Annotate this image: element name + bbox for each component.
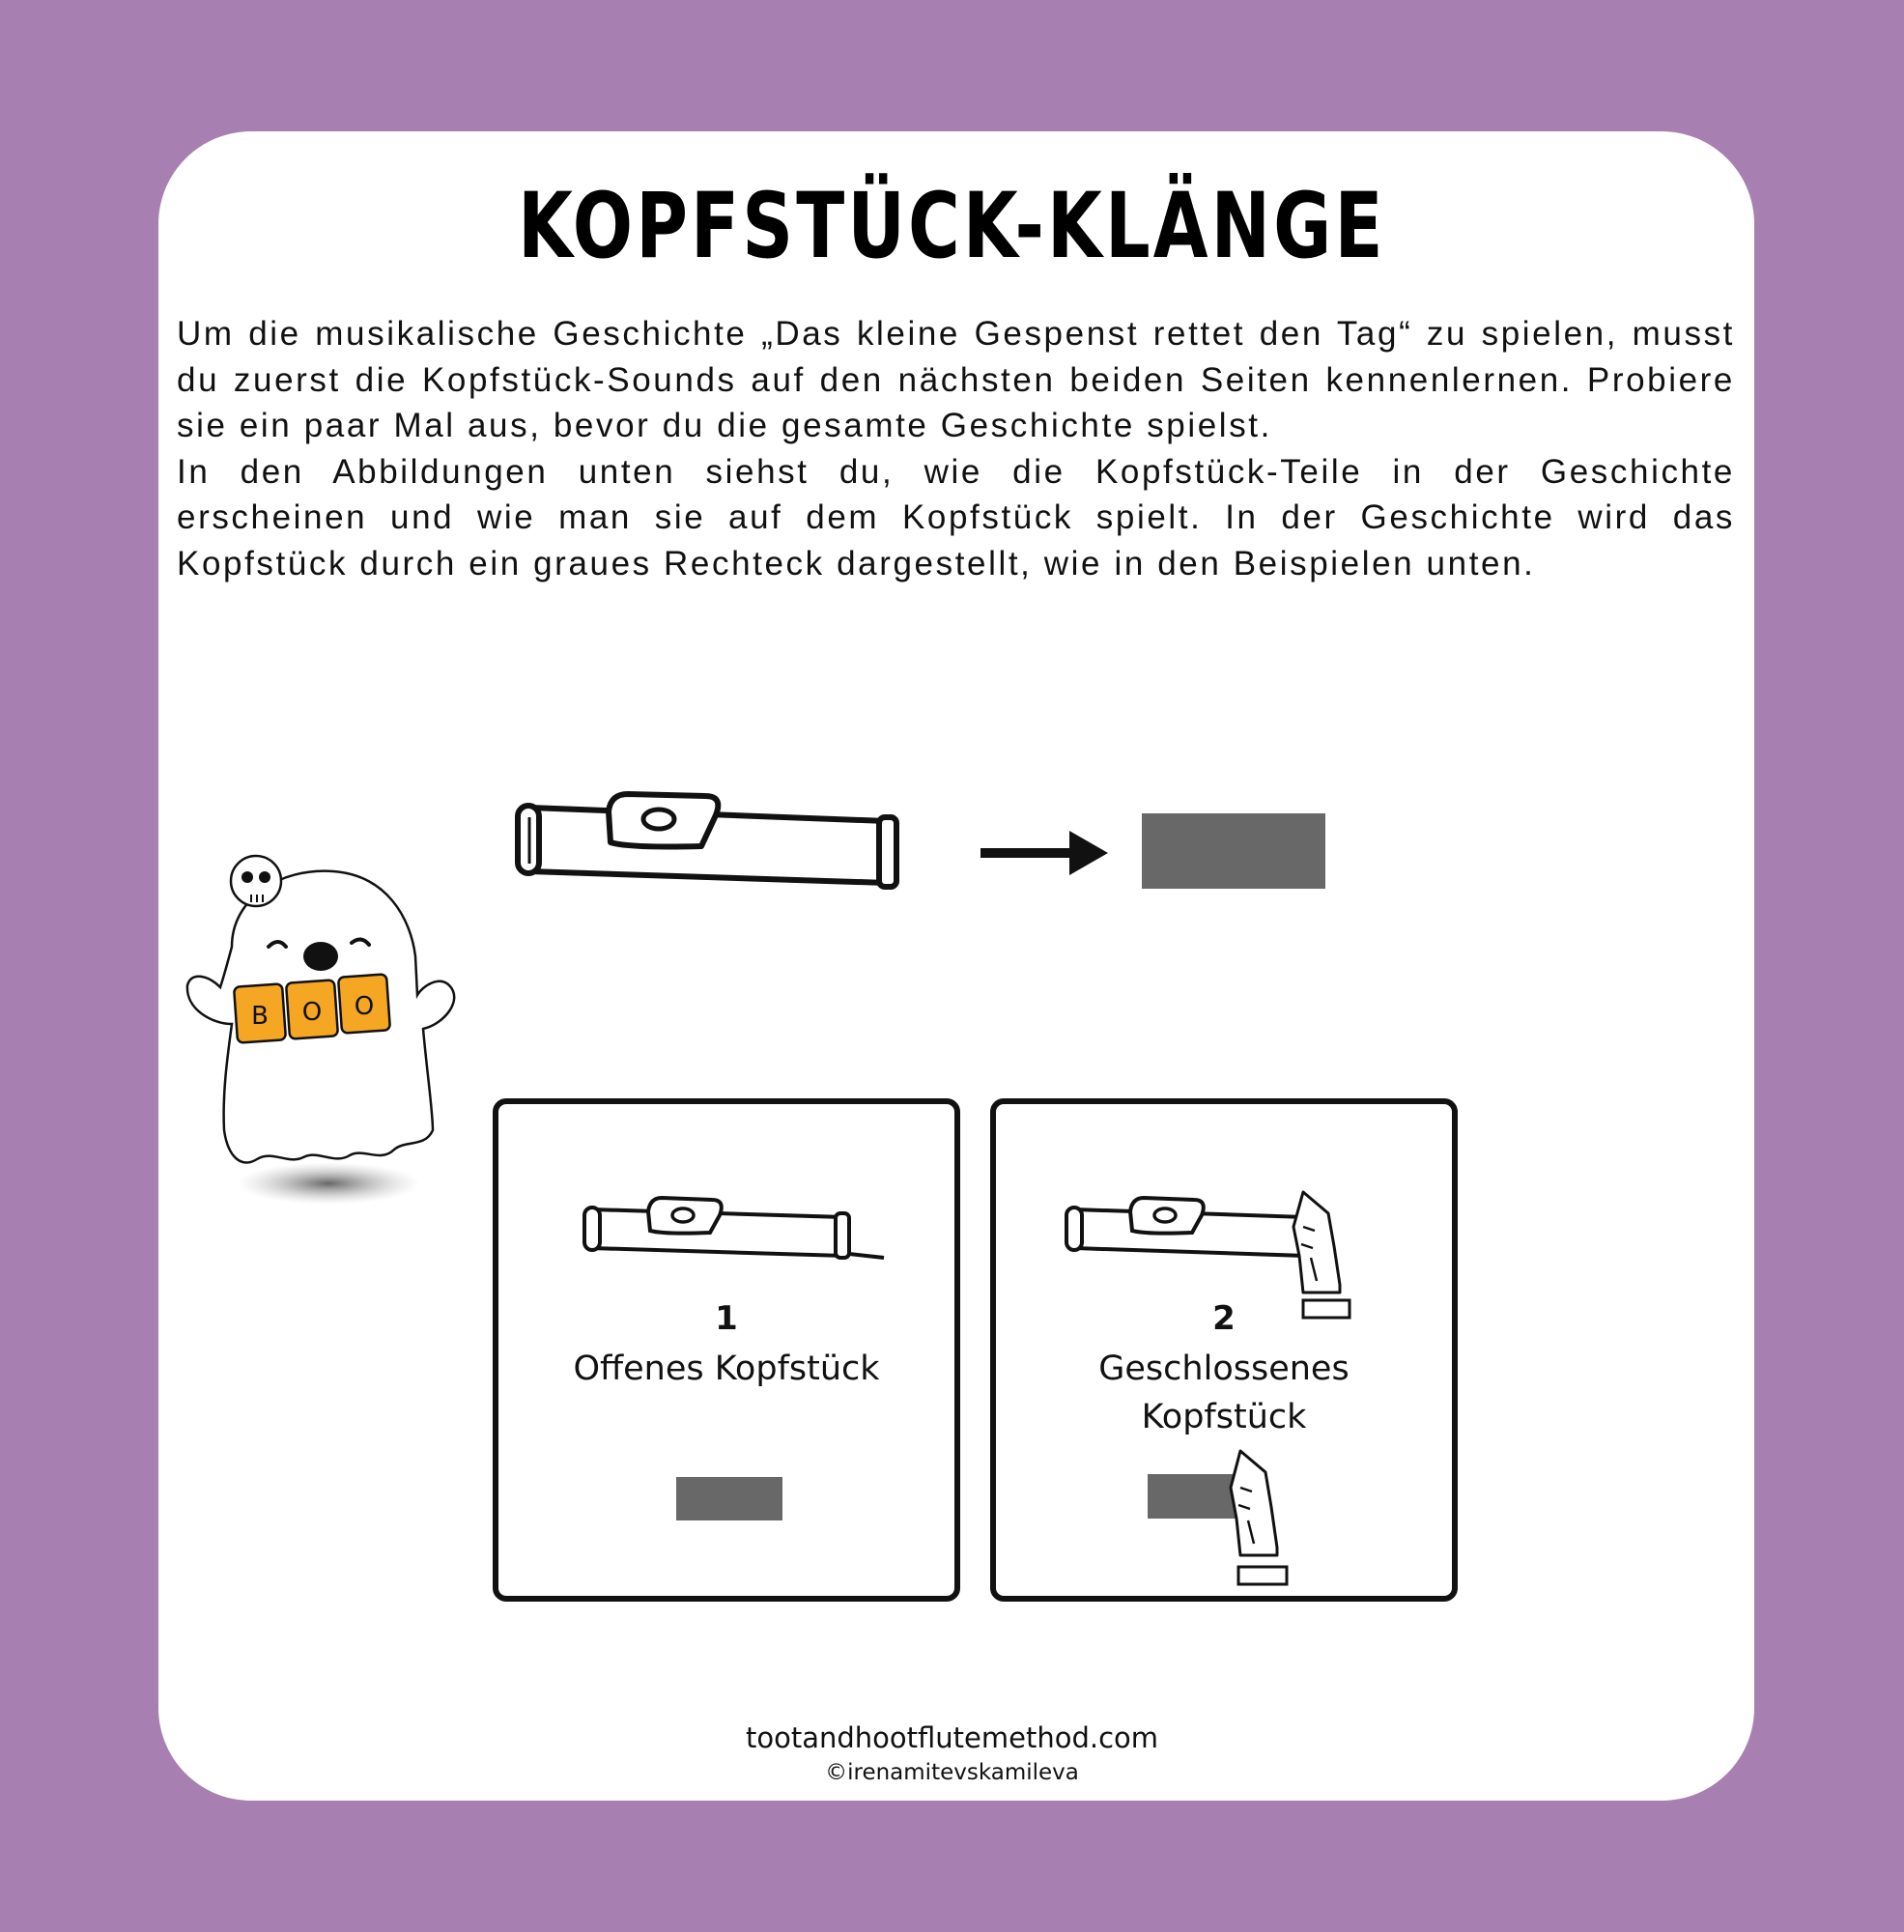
boo-letter-o2: O — [354, 992, 375, 1021]
page-title: KOPFSTÜCK-KLÄNGE — [518, 174, 1386, 279]
intro-paragraph-1: Um die musikalische Geschichte „Das kleine Gespenst rettet den Tag“ zu spielen, musst du zuerst die Kopfstück-Sounds auf den nächsten beiden Seiten kennenlernen. Probiere sie ein paar Mal aus, bevor du die gesamte Geschichte spielst. — [177, 315, 1735, 444]
open-headjoint-symbol — [676, 1477, 782, 1520]
panel-2-caption — [990, 1345, 1458, 1441]
headjoint-symbol-rect — [1142, 813, 1325, 889]
ghost-shadow — [237, 1162, 420, 1205]
boo-banner — [234, 974, 390, 1042]
headjoint-illustration-large — [512, 788, 918, 895]
footer-copyright: ©irenamitevskamileva — [825, 1760, 1079, 1785]
panel-2-caption-line-1: Geschlossenes — [1098, 1350, 1350, 1388]
boo-letter-o1: O — [301, 998, 323, 1027]
footer-url: tootandhootflutemethod.com — [745, 1721, 1159, 1754]
intro-paragraph-2: In den Abbildungen unten siehst du, wie die Kopfstück-Teile in der Geschichte erscheinen und wie man sie auf dem Kopfstück spielt. In der Geschichte wird das Kopfstück durch ein graues Rechteck dargestellt, wie in den Beispielen unten. — [177, 452, 1735, 582]
panel-2-caption-line-2: Kopfstück — [1141, 1398, 1307, 1436]
panel-1-caption — [493, 1345, 960, 1393]
boo-letter-b: B — [251, 1002, 269, 1031]
headjoint-open-icon — [583, 1196, 892, 1265]
hand-icon-symbol — [1227, 1447, 1294, 1592]
panel-1-caption-line: Offenes Kopfstück — [573, 1350, 880, 1388]
ghost-mouth — [303, 942, 338, 971]
panel-1-number: 1 — [715, 1299, 738, 1338]
arrow-right-icon — [980, 829, 1111, 877]
panel-2-number: 2 — [1212, 1299, 1236, 1338]
intro-text — [177, 311, 1735, 586]
ghost-illustration — [174, 840, 464, 1208]
